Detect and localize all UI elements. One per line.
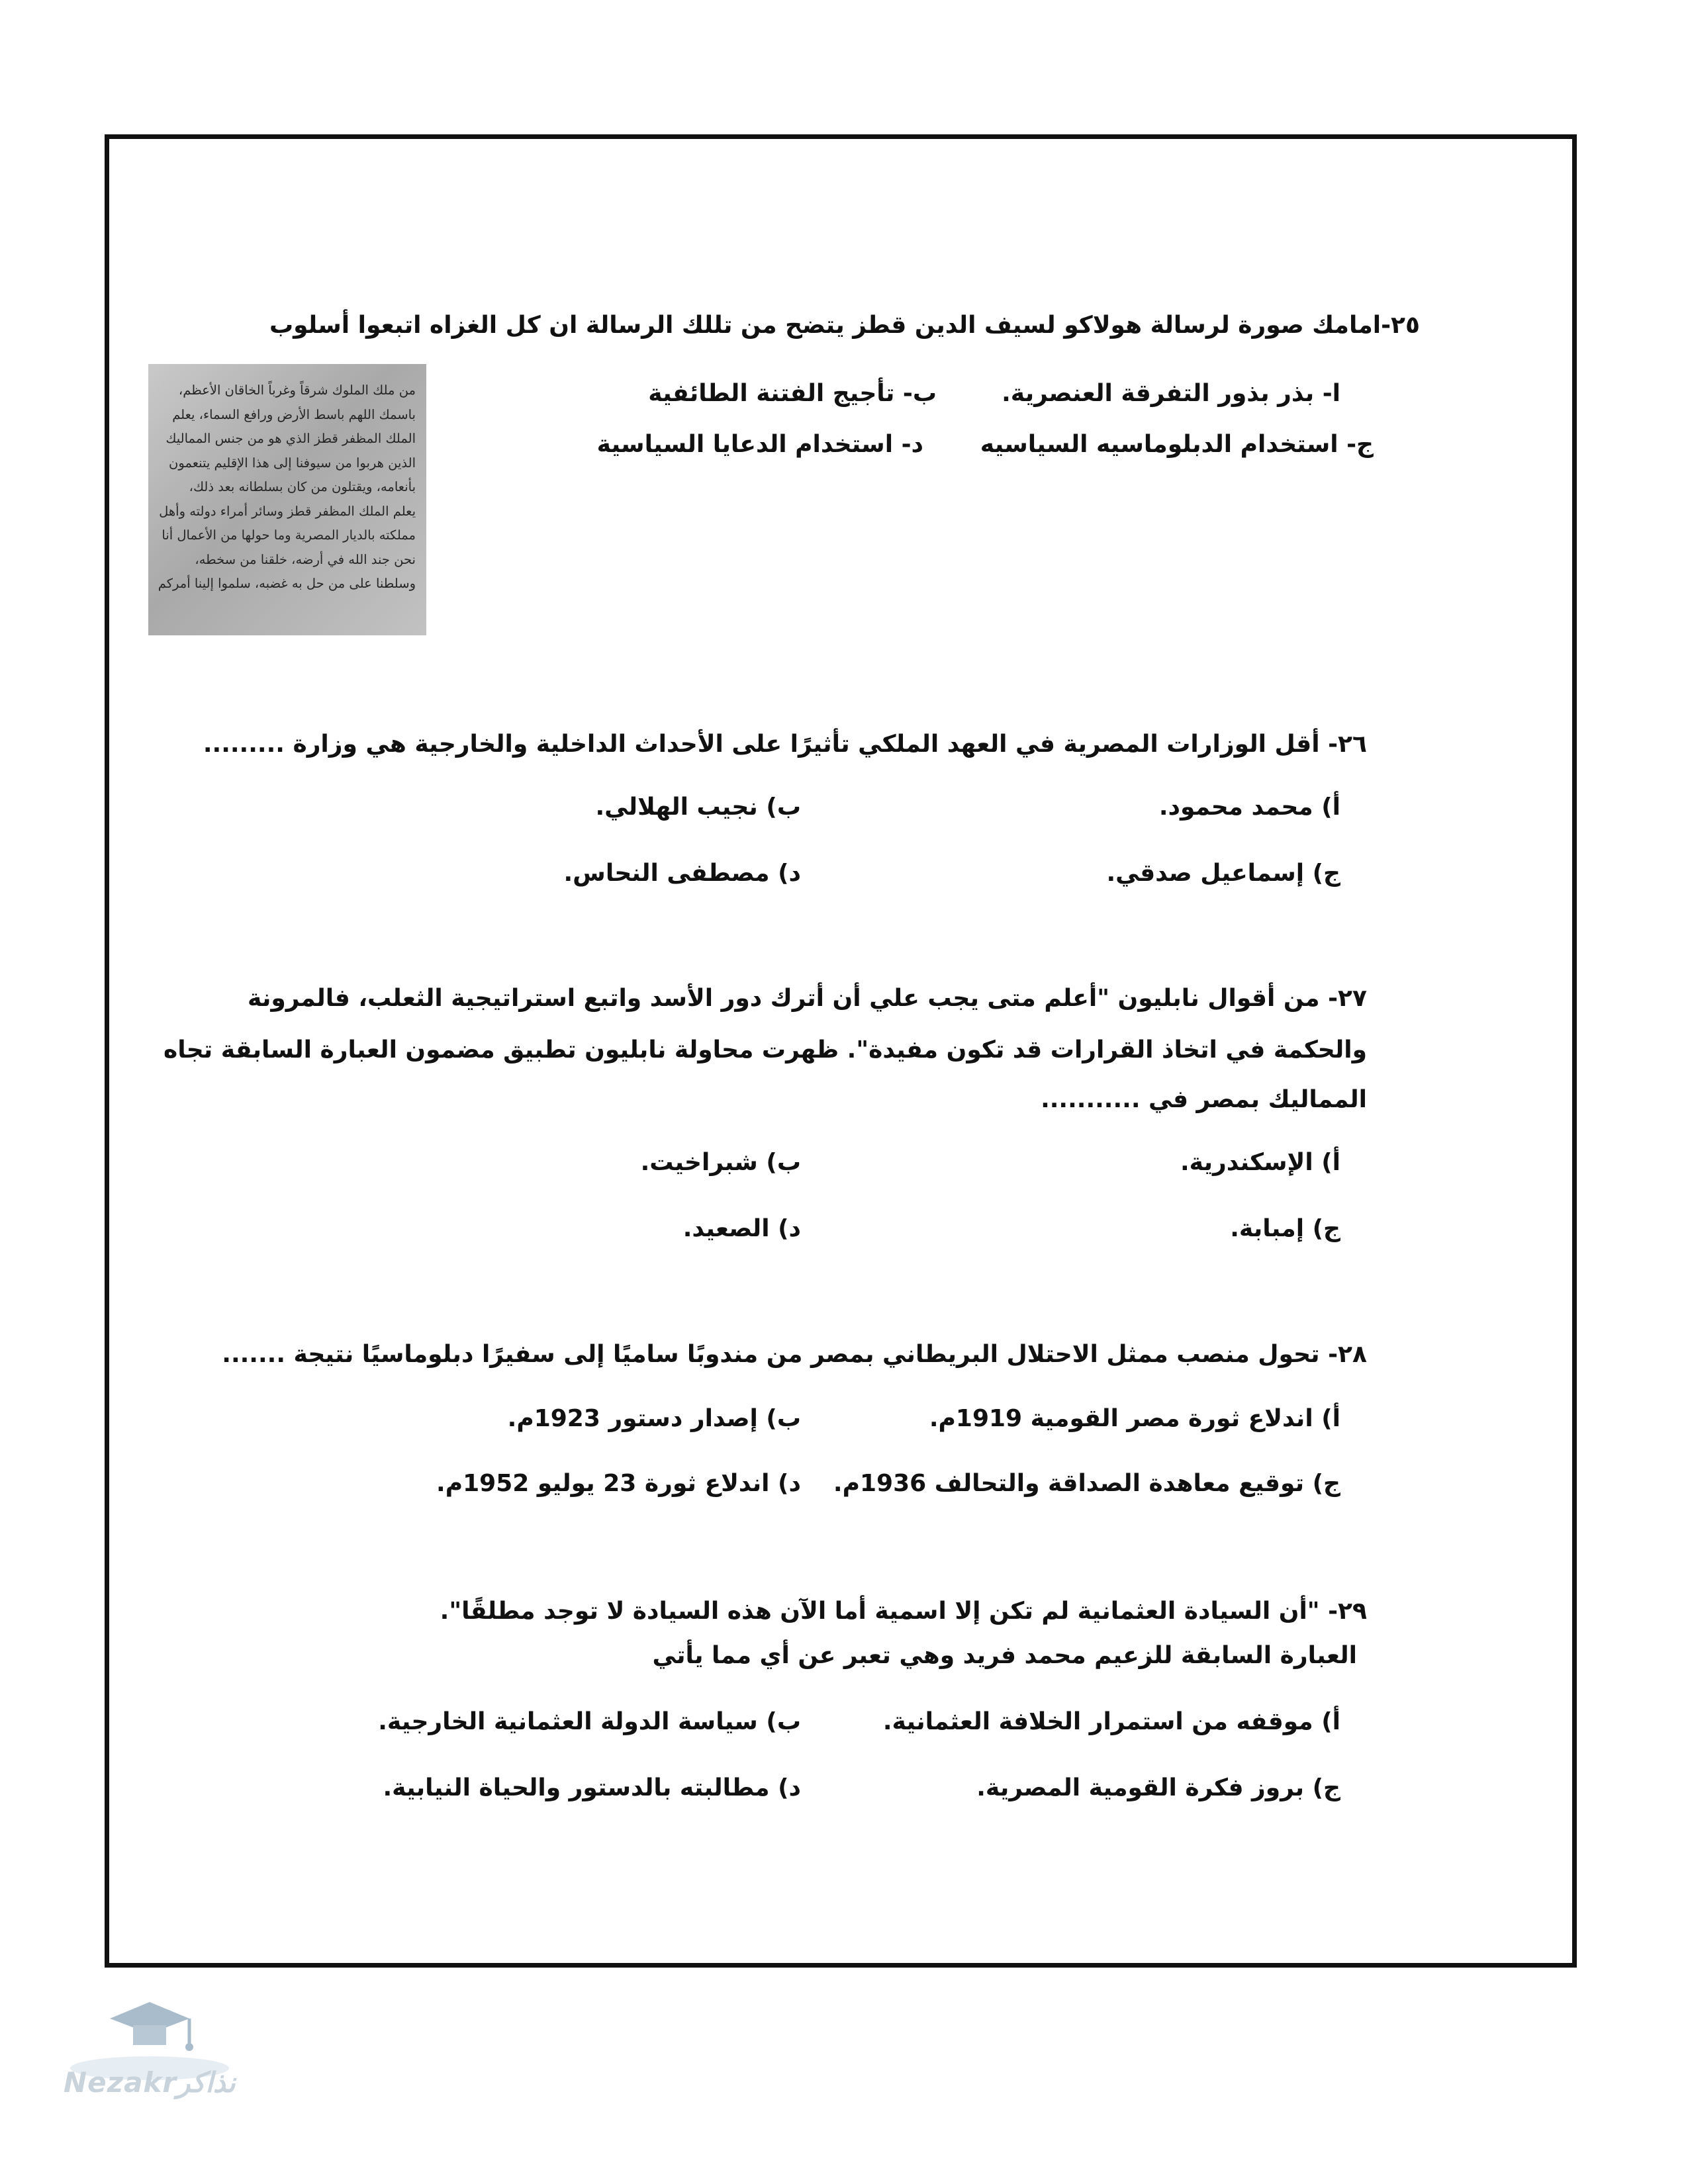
question-25-option-b: ب- تأجيج الفتنة الطائفية xyxy=(648,380,937,407)
question-28-option-a: أ) اندلاع ثورة مصر القومية 1919م. xyxy=(929,1405,1340,1432)
question-26-stem: ٢٦- أقل الوزارات المصرية في العهد الملكي تأثيرًا على الأحداث الداخلية والخارجية هي وزارة ......... xyxy=(203,731,1367,758)
question-26-option-b: ب) نجيب الهلالي. xyxy=(595,794,801,821)
letter-line: يعلم الملك المظفر قطز وسائر أمراء دولته وأهل xyxy=(159,503,416,519)
question-27-stem-line-2: والحكمة في اتخاذ القرارات قد تكون مفيدة". ظهرت محاولة نابليون تطبيق مضمون العبارة السابقة تجاه xyxy=(163,1036,1367,1064)
question-29-option-a: أ) موقفه من استمرار الخلافة العثمانية. xyxy=(882,1708,1340,1735)
question-25-option-c: ج- استخدام الدبلوماسيه السياسيه xyxy=(980,431,1374,458)
question-27-stem-line-3: المماليك بمصر في ........... xyxy=(1041,1086,1367,1113)
question-28-option-b: ب) إصدار دستور 1923م. xyxy=(507,1405,801,1432)
question-28-option-d: د) اندلاع ثورة 23 يوليو 1952م. xyxy=(436,1470,801,1497)
question-26-option-d: د) مصطفى النحاس. xyxy=(563,860,801,887)
question-25-option-a: ا- بذر بذور التفرقة العنصرية. xyxy=(1002,380,1340,407)
question-27-option-b: ب) شبراخيت. xyxy=(640,1149,801,1176)
question-27-stem-line-1: ٢٧- من أقوال نابليون "أعلم متى يجب علي أن أترك دور الأسد واتبع استراتيجية الثعلب، فالمرونة xyxy=(247,985,1367,1012)
letter-line: الملك المظفر قطز الذي هو من جنس المماليك xyxy=(165,431,416,446)
letter-line: باسمك اللهم باسط الأرض ورافع السماء، يعلم xyxy=(172,406,416,422)
letter-line: الذين هربوا من سيوفنا إلى هذا الإقليم يتنعمون xyxy=(169,455,416,471)
question-27-option-a: أ) الإسكندرية. xyxy=(1180,1149,1340,1176)
question-26-option-a: أ) محمد محمود. xyxy=(1158,794,1340,821)
hulagu-letter-image xyxy=(148,364,426,635)
question-29-stem-line-1: ٢٩- "أن السيادة العثمانية لم تكن إلا اسمية أما الآن هذه السيادة لا توجد مطلقًا". xyxy=(440,1598,1367,1625)
question-25-option-d: د- استخدام الدعايا السياسية xyxy=(596,431,923,458)
question-29-option-d: د) مطالبته بالدستور والحياة النيابية. xyxy=(383,1774,801,1801)
letter-line: نحن جند الله في أرضه، خلقنا من سخطه، xyxy=(195,551,416,567)
letter-line: بأنعامه، ويقتلون من كان بسلطانه بعد ذلك، xyxy=(189,479,416,494)
letter-line: وسلطنا على من حل به غضبه، سلموا إلينا أمركم xyxy=(158,576,416,591)
question-27-option-c: ج) إمبابة. xyxy=(1230,1215,1340,1242)
question-29-option-c: ج) بروز فكرة القومية المصرية. xyxy=(976,1774,1340,1801)
question-27-option-d: د) الصعيد. xyxy=(682,1215,801,1242)
watermark-text: Nezakrنذاكر xyxy=(64,2066,236,2099)
question-28-option-c: ج) توقيع معاهدة الصداقة والتحالف 1936م. xyxy=(833,1470,1340,1497)
question-29-option-b: ب) سياسة الدولة العثمانية الخارجية. xyxy=(378,1708,801,1735)
question-25-stem: ٢٥-امامك صورة لرسالة هولاكو لسيف الدين قطز يتضح من تللك الرسالة ان كل الغزاه اتبعوا أسلوب xyxy=(269,312,1420,339)
question-26-option-c: ج) إسماعيل صدقي. xyxy=(1106,860,1340,887)
question-29-stem-line-2: العبارة السابقة للزعيم محمد فريد وهي تعبر عن أي مما يأتي xyxy=(652,1642,1357,1669)
letter-line: من ملك الملوك شرقاً وغرباً الخاقان الأعظم، xyxy=(178,383,416,398)
letter-line: مملكته بالديار المصرية وما حولها من الأعمال أنا xyxy=(162,527,416,543)
question-28-stem: ٢٨- تحول منصب ممثل الاحتلال البريطاني بمصر من مندوبًا ساميًا إلى سفيرًا دبلوماسيًا نتيجة ....... xyxy=(222,1341,1367,1368)
